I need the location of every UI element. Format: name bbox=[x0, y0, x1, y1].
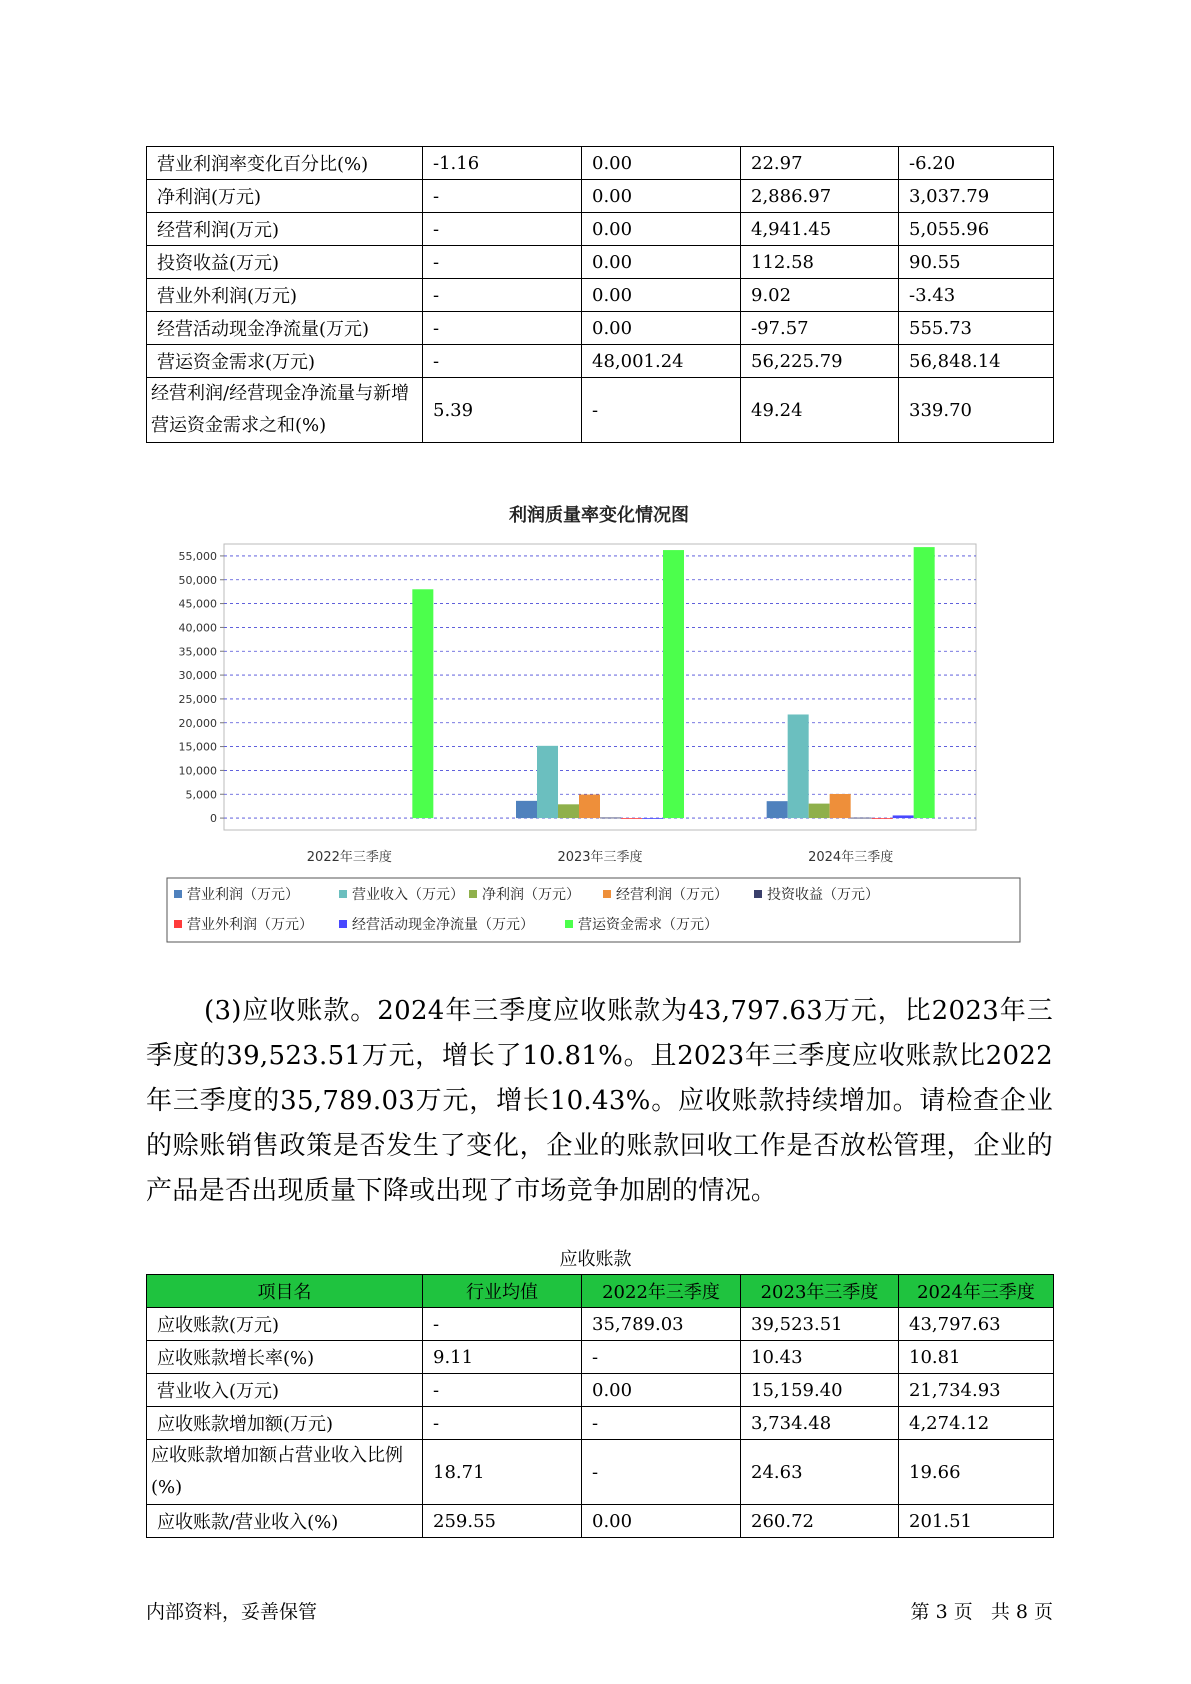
table-cell: 9.02 bbox=[741, 279, 899, 312]
bar bbox=[537, 746, 558, 818]
table-cell: 19.66 bbox=[899, 1440, 1054, 1505]
bar bbox=[642, 818, 663, 819]
bar bbox=[663, 550, 684, 818]
x-tick-label: 2023年三季度 bbox=[557, 850, 643, 865]
table-cell: 555.73 bbox=[899, 312, 1054, 345]
bar bbox=[830, 794, 851, 818]
table-cell: -6.20 bbox=[899, 147, 1054, 180]
bar bbox=[621, 818, 642, 819]
legend-swatch bbox=[174, 920, 182, 928]
table-cell: 应收账款增长率(%) bbox=[147, 1341, 423, 1374]
legend-swatch bbox=[603, 890, 611, 898]
table-cell: - bbox=[582, 1341, 741, 1374]
bar bbox=[579, 795, 600, 819]
table-cell: - bbox=[423, 180, 582, 213]
receivables-table bbox=[146, 1274, 1054, 1538]
table-cell: - bbox=[582, 378, 741, 443]
table-row bbox=[147, 1341, 1054, 1374]
table-cell: 90.55 bbox=[899, 246, 1054, 279]
plot-area bbox=[224, 544, 976, 830]
table-row bbox=[147, 1505, 1054, 1538]
y-tick-label: 15,000 bbox=[178, 740, 217, 754]
table-row bbox=[147, 345, 1054, 378]
legend-swatch bbox=[339, 920, 347, 928]
table-cell: 应收账款增加额(万元) bbox=[147, 1407, 423, 1440]
table-cell: 4,941.45 bbox=[741, 213, 899, 246]
bar bbox=[788, 714, 809, 818]
table-row bbox=[147, 180, 1054, 213]
table-cell: 经营利润(万元) bbox=[147, 213, 423, 246]
receivables-paragraph bbox=[146, 989, 1053, 1214]
table-cell: 15,159.40 bbox=[741, 1374, 899, 1407]
table-cell: 24.63 bbox=[741, 1440, 899, 1505]
table-row bbox=[147, 1308, 1054, 1341]
legend-label: 营业利润（万元） bbox=[187, 887, 299, 903]
table-cell: - bbox=[423, 1374, 582, 1407]
table-cell: 10.43 bbox=[741, 1341, 899, 1374]
table-row bbox=[147, 312, 1054, 345]
legend-label: 投资收益（万元） bbox=[767, 887, 879, 903]
table-cell: 22.97 bbox=[741, 147, 899, 180]
table-cell: 经营活动现金净流量(万元) bbox=[147, 312, 423, 345]
table-cell: 经营利润/经营现金净流量与新增营运资金需求之和(%) bbox=[147, 378, 423, 443]
table-cell: 260.72 bbox=[741, 1505, 899, 1538]
table-cell: 56,848.14 bbox=[899, 345, 1054, 378]
table-cell: - bbox=[582, 1407, 741, 1440]
table-row bbox=[147, 147, 1054, 180]
table-cell: 营业外利润(万元) bbox=[147, 279, 423, 312]
y-tick-label: 40,000 bbox=[178, 621, 217, 635]
table-cell: 应收账款(万元) bbox=[147, 1308, 423, 1341]
table-cell: - bbox=[423, 213, 582, 246]
table-cell: 0.00 bbox=[582, 246, 741, 279]
table-row bbox=[147, 1440, 1054, 1505]
legend-swatch bbox=[339, 890, 347, 898]
legend-label: 营业外利润（万元） bbox=[187, 917, 313, 933]
profit-quality-bar-chart bbox=[164, 500, 1044, 950]
bar bbox=[914, 547, 935, 818]
y-tick-label: 55,000 bbox=[178, 549, 217, 563]
y-tick-label: 30,000 bbox=[178, 669, 217, 683]
table-cell: -97.57 bbox=[741, 312, 899, 345]
table-cell: 营业收入(万元) bbox=[147, 1374, 423, 1407]
table-row bbox=[147, 1374, 1054, 1407]
y-tick-label: 20,000 bbox=[178, 716, 217, 730]
table-cell: - bbox=[423, 345, 582, 378]
paragraph-text: (3)应收账款。2024年三季度应收账款为43,797.63万元，比2023年三季度的39,523.51万元，增长了10.81%。且2023年三季度应收账款比2022年三季度的35,789.03万元，增长10.43%。应收账款持续增加。请检查企业的赊账销售政策是否发生了变化，企业的账款回收工作是否放松管理，企业的产品是否出现质量下降或出现了市场竞争加剧的情况。 bbox=[146, 996, 1053, 1206]
x-tick-label: 2024年三季度 bbox=[808, 850, 894, 865]
y-tick-label: 35,000 bbox=[178, 645, 217, 659]
y-tick-label: 45,000 bbox=[178, 597, 217, 611]
table-cell: 18.71 bbox=[423, 1440, 582, 1505]
table-cell: 营业利润率变化百分比(%) bbox=[147, 147, 423, 180]
bar bbox=[412, 589, 433, 818]
profit-quality-table bbox=[146, 146, 1054, 443]
table-row bbox=[147, 213, 1054, 246]
table-cell: - bbox=[423, 246, 582, 279]
footer-page-number: 第 3 页 共 8 页 bbox=[910, 1601, 1053, 1623]
table-cell: 0.00 bbox=[582, 1374, 741, 1407]
legend-swatch bbox=[754, 890, 762, 898]
legend-label: 净利润（万元） bbox=[482, 887, 580, 903]
table-cell: 0.00 bbox=[582, 1505, 741, 1538]
bar bbox=[600, 818, 621, 819]
table-cell: 35,789.03 bbox=[582, 1308, 741, 1341]
x-tick-label: 2022年三季度 bbox=[306, 850, 392, 865]
table-header-row bbox=[147, 1275, 1054, 1308]
bar bbox=[558, 804, 579, 818]
table-cell: 21,734.93 bbox=[899, 1374, 1054, 1407]
table-cell: 4,274.12 bbox=[899, 1407, 1054, 1440]
legend-swatch bbox=[565, 920, 573, 928]
bar bbox=[872, 818, 893, 819]
table-row bbox=[147, 1407, 1054, 1440]
column-header: 项目名 bbox=[147, 1275, 423, 1308]
table-cell: 48,001.24 bbox=[582, 345, 741, 378]
table-cell: 56,225.79 bbox=[741, 345, 899, 378]
table-cell: 净利润(万元) bbox=[147, 180, 423, 213]
table-cell: 0.00 bbox=[582, 180, 741, 213]
table-cell: - bbox=[423, 279, 582, 312]
table-cell: - bbox=[423, 312, 582, 345]
table-cell: 0.00 bbox=[582, 147, 741, 180]
bar bbox=[851, 818, 872, 819]
table-cell: - bbox=[582, 1440, 741, 1505]
table-cell: -1.16 bbox=[423, 147, 582, 180]
legend-swatch bbox=[469, 890, 477, 898]
bar bbox=[809, 804, 830, 818]
table-cell: 2,886.97 bbox=[741, 180, 899, 213]
footer-confidential-note: 内部资料，妥善保管 bbox=[146, 1601, 318, 1623]
table-cell: 339.70 bbox=[899, 378, 1054, 443]
table-cell: 5,055.96 bbox=[899, 213, 1054, 246]
table-cell: 应收账款/营业收入(%) bbox=[147, 1505, 423, 1538]
column-header: 2023年三季度 bbox=[741, 1275, 899, 1308]
table-cell: 投资收益(万元) bbox=[147, 246, 423, 279]
table-row bbox=[147, 246, 1054, 279]
legend-label: 营运资金需求（万元） bbox=[578, 917, 718, 933]
table-cell: 201.51 bbox=[899, 1505, 1054, 1538]
table-cell: 0.00 bbox=[582, 312, 741, 345]
bar bbox=[767, 801, 788, 818]
y-tick-label: 10,000 bbox=[178, 764, 217, 778]
table-cell: 3,734.48 bbox=[741, 1407, 899, 1440]
table-cell: 39,523.51 bbox=[741, 1308, 899, 1341]
table-caption: 应收账款 bbox=[559, 1249, 632, 1270]
table-cell: 112.58 bbox=[741, 246, 899, 279]
legend-label: 经营利润（万元） bbox=[616, 887, 728, 903]
y-tick-label: 5,000 bbox=[185, 788, 217, 802]
table-cell: 营运资金需求(万元) bbox=[147, 345, 423, 378]
table-cell: 应收账款增加额占营业收入比例(%) bbox=[147, 1440, 423, 1505]
table-cell: - bbox=[423, 1308, 582, 1341]
y-tick-label: 25,000 bbox=[178, 692, 217, 706]
table-cell: -3.43 bbox=[899, 279, 1054, 312]
table-cell: 5.39 bbox=[423, 378, 582, 443]
table-cell: - bbox=[423, 1407, 582, 1440]
table-cell: 43,797.63 bbox=[899, 1308, 1054, 1341]
y-tick-label: 50,000 bbox=[178, 573, 217, 587]
column-header: 2024年三季度 bbox=[899, 1275, 1054, 1308]
table-cell: 0.00 bbox=[582, 213, 741, 246]
legend-swatch bbox=[174, 890, 182, 898]
column-header: 行业均值 bbox=[423, 1275, 582, 1308]
bar bbox=[516, 801, 537, 818]
table-cell: 49.24 bbox=[741, 378, 899, 443]
legend-label: 经营活动现金净流量（万元） bbox=[352, 917, 534, 933]
y-axis bbox=[179, 550, 225, 825]
legend-label: 营业收入（万元） bbox=[352, 887, 464, 903]
table-cell: 259.55 bbox=[423, 1505, 582, 1538]
y-tick-label: 0 bbox=[210, 812, 217, 826]
table-cell: 10.81 bbox=[899, 1341, 1054, 1374]
table-row bbox=[147, 279, 1054, 312]
chart-title: 利润质量率变化情况图 bbox=[509, 505, 689, 526]
column-header: 2022年三季度 bbox=[582, 1275, 741, 1308]
table-cell: 3,037.79 bbox=[899, 180, 1054, 213]
table-cell: 0.00 bbox=[582, 279, 741, 312]
table-row bbox=[147, 378, 1054, 443]
x-axis bbox=[307, 849, 893, 865]
bar bbox=[893, 815, 914, 818]
table-cell: 9.11 bbox=[423, 1341, 582, 1374]
